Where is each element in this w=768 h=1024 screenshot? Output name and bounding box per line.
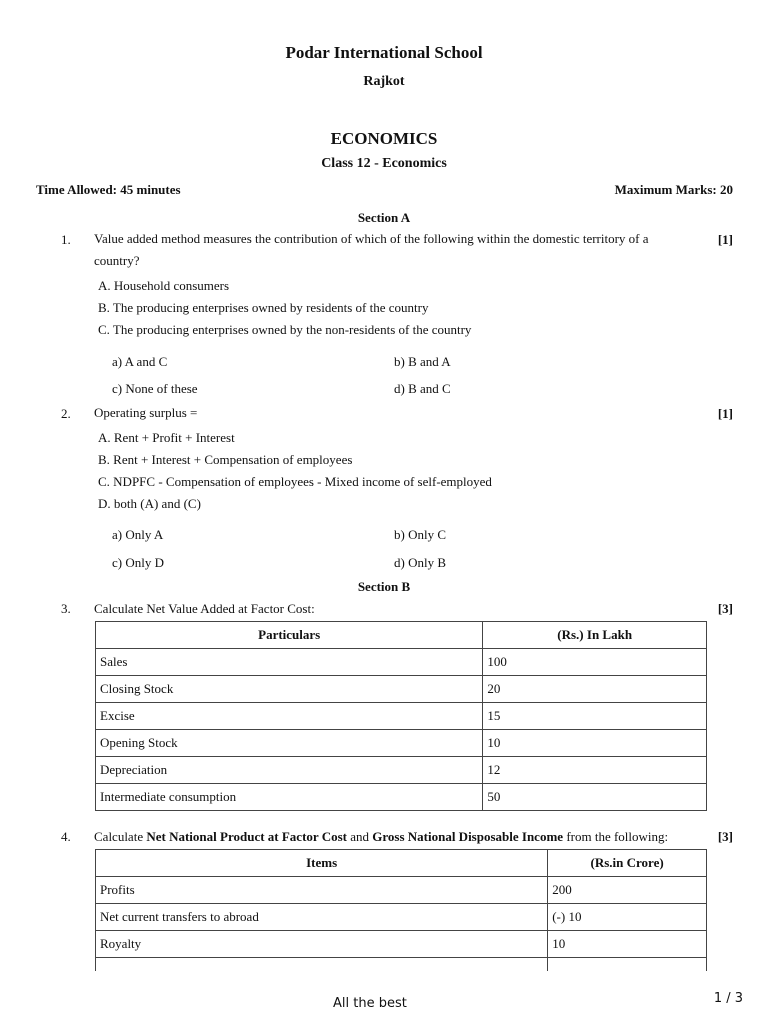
q2-statement-a: A. Rent + Profit + Interest	[98, 430, 235, 445]
table-cell	[548, 958, 707, 972]
table-row	[96, 958, 707, 972]
table-cell: 100	[483, 649, 707, 676]
q4-text-pre: Calculate	[94, 829, 147, 844]
q1-option-c[interactable]: c) None of these	[112, 381, 198, 396]
table-row	[96, 703, 707, 730]
q2-option-b[interactable]: b) Only C	[394, 527, 446, 542]
class-title: Class 12 - Economics	[321, 156, 447, 171]
school-name: Podar International School	[285, 43, 483, 62]
table-cell: 10	[483, 730, 707, 757]
table-cell: (-) 10	[548, 904, 707, 931]
table-cell: Sales	[96, 649, 483, 676]
q4-number: 4.	[61, 829, 71, 844]
q4-text-gndi: Gross National Disposable Income	[372, 829, 564, 844]
q2-statement-d: D. both (A) and (C)	[98, 496, 201, 511]
q4-text	[94, 829, 706, 845]
q1-marks: [1]	[717, 232, 733, 247]
table-cell: Net current transfers to abroad	[96, 904, 548, 931]
q1-option-d[interactable]: d) B and C	[394, 381, 451, 396]
table-row	[96, 877, 707, 904]
page-number: 1 / 3	[713, 991, 743, 1006]
q1-text: Value added method measures the contribution of which of the following within the domestic territory of a country?	[94, 231, 649, 268]
q3-text: Calculate Net Value Added at Factor Cost:	[94, 601, 315, 616]
table-header-row	[96, 850, 707, 877]
q2-option-a[interactable]: a) Only A	[112, 527, 164, 542]
table-row	[96, 931, 707, 958]
q3-table	[95, 621, 707, 811]
table-cell: Closing Stock	[96, 676, 483, 703]
q4-text-post: from the following:	[563, 829, 669, 844]
q4-table	[95, 849, 707, 971]
q1-number: 1.	[61, 232, 71, 247]
section-b-heading: Section B	[357, 579, 411, 594]
q4-table-clip	[95, 849, 707, 971]
q1-option-a[interactable]: a) A and C	[112, 354, 168, 369]
table-cell: 200	[548, 877, 707, 904]
table-cell: Royalty	[96, 931, 548, 958]
q2-option-c[interactable]: c) Only D	[112, 555, 164, 570]
q2-option-d[interactable]: d) Only B	[394, 555, 446, 570]
table-cell: 12	[483, 757, 707, 784]
q4-text-nnp: Net National Product at Factor Cost	[146, 829, 347, 844]
table-header-cell: (Rs.) In Lakh	[483, 622, 707, 649]
table-cell: Opening Stock	[96, 730, 483, 757]
q1-statement-c: C. The producing enterprises owned by the non-residents of the country	[98, 322, 472, 337]
table-cell: 10	[548, 931, 707, 958]
table-header-cell: (Rs.in Crore)	[548, 850, 707, 877]
table-row	[96, 730, 707, 757]
time-allowed: Time Allowed: 45 minutes	[36, 182, 181, 197]
table-cell: 15	[483, 703, 707, 730]
table-header-cell: Items	[96, 850, 548, 877]
table-row	[96, 784, 707, 811]
footer-text: All the best	[333, 996, 407, 1011]
table-row	[96, 904, 707, 931]
section-a-heading: Section A	[357, 210, 411, 225]
q4-text-mid: and	[346, 829, 373, 844]
q2-statement-c: C. NDPFC - Compensation of employees - Mixed income of self-employed	[98, 474, 492, 489]
table-cell: 50	[483, 784, 707, 811]
table-cell: Excise	[96, 703, 483, 730]
table-cell: Profits	[96, 877, 548, 904]
q2-statement-b: B. Rent + Interest + Compensation of employees	[98, 452, 353, 467]
table-row	[96, 676, 707, 703]
q3-marks: [3]	[717, 601, 733, 616]
table-header-cell: Particulars	[96, 622, 483, 649]
q2-text: Operating surplus =	[94, 405, 198, 420]
q2-marks: [1]	[717, 406, 733, 421]
q3-number: 3.	[61, 601, 71, 616]
table-cell	[96, 958, 548, 972]
table-cell: 20	[483, 676, 707, 703]
school-city: Rajkot	[363, 74, 405, 89]
q1-statement-a: A. Household consumers	[98, 278, 230, 293]
q2-number: 2.	[61, 406, 71, 421]
table-cell: Intermediate consumption	[96, 784, 483, 811]
table-header-row	[96, 622, 707, 649]
table-cell: Depreciation	[96, 757, 483, 784]
subject-title: ECONOMICS	[330, 129, 438, 148]
q1-option-b[interactable]: b) B and A	[394, 354, 451, 369]
q1-statement-b: B. The producing enterprises owned by residents of the country	[98, 300, 429, 315]
q4-marks: [3]	[717, 829, 733, 844]
table-row	[96, 649, 707, 676]
max-marks: Maximum Marks: 20	[614, 182, 733, 197]
table-row	[96, 757, 707, 784]
